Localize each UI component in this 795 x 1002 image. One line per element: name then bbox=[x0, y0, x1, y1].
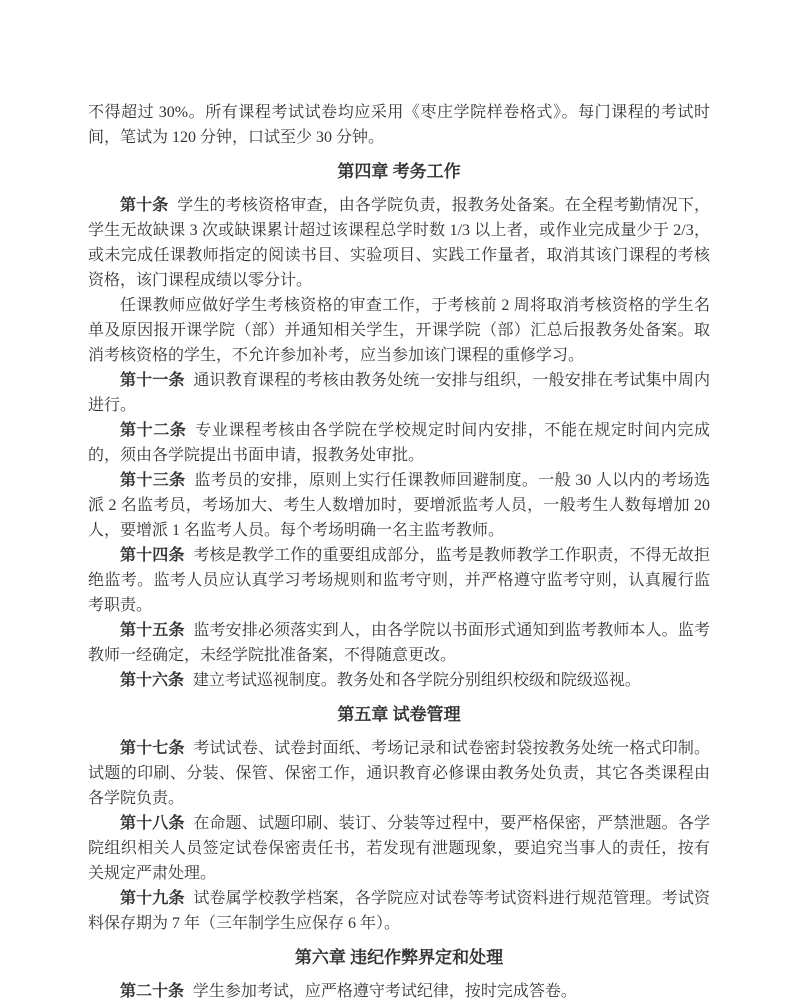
article-14-text: 考核是教学工作的重要组成部分，监考是教师教学工作职责，不得无故拒绝监考。监考人员应认真学习考场规则和监考守则，并严格遵守监考守则，认真履行监考职责。 bbox=[88, 547, 710, 614]
chapter-5-heading: 第五章 试卷管理 bbox=[337, 705, 461, 724]
article-20-text: 学生参加考试，应严格遵守考试纪律，按时完成答卷。 bbox=[192, 983, 577, 1000]
article-20-number: 第二十条 bbox=[120, 983, 185, 1000]
article-12-number: 第十二条 bbox=[120, 422, 187, 439]
article-10-number: 第十条 bbox=[120, 197, 169, 214]
article-16-number: 第十六条 bbox=[120, 672, 185, 689]
article-11-number: 第十一条 bbox=[120, 372, 185, 389]
article-11-paragraph bbox=[88, 368, 710, 418]
article-10-text: 学生的考核资格审查，由各学院负责，报教务处备案。在全程考勤情况下，学生无故缺课 3 次或缺课累计超过该课程总学时数 1/3 以上者，或作业完成量少于 2/3，或未完成任课教师指定的阅读书目、实验项目、实践工作量者，取消其该门课程的考核资格，该门课程成绩以零分计。 bbox=[88, 197, 710, 289]
article-10-supplement-text: 任课教师应做好学生考核资格的审查工作，于考核前 2 周将取消考核资格的学生名单及原因报开课学院（部）并通知相关学生，开课学院（部）汇总后报教务处备案。取消考核资格的学生，不允许参加补考，应当参加该门课程的重修学习。 bbox=[88, 297, 710, 364]
article-18-paragraph bbox=[88, 811, 710, 886]
article-15-number: 第十五条 bbox=[120, 622, 185, 639]
article-11-text: 通识教育课程的考核由教务处统一安排与组织，一般安排在考试集中周内进行。 bbox=[88, 372, 710, 414]
article-12-paragraph bbox=[88, 418, 710, 468]
article-19-number: 第十九条 bbox=[120, 890, 185, 907]
article-13-paragraph bbox=[88, 468, 710, 543]
article-17-number: 第十七条 bbox=[120, 740, 185, 757]
article-18-number: 第十八条 bbox=[120, 815, 185, 832]
chapter-4-heading: 第四章 考务工作 bbox=[337, 162, 461, 181]
article-13-text: 监考员的安排，原则上实行任课教师回避制度。一般 30 人以内的考场选派 2 名监考员，考场加大、考生人数增加时，要增派监考人员，一般考生人数每增加 20 人，要增派 1 名监考人员。每个考场明确一名主监考教师。 bbox=[88, 472, 710, 539]
article-12-text: 专业课程考核由各学院在学校规定时间内安排，不能在规定时间内完成的，须由各学院提出书面申请，报教务处审批。 bbox=[88, 422, 710, 464]
article-16-text: 建立考试巡视制度。教务处和各学院分别组织校级和院级巡视。 bbox=[192, 672, 641, 689]
continuation-paragraph: 不得超过 30%。所有课程考试试卷均应采用《枣庄学院样卷格式》。每门课程的考试时间，笔试为 120 分钟，口试至少 30 分钟。 bbox=[88, 104, 710, 146]
article-19-text: 试卷属学校教学档案，各学院应对试卷等考试资料进行规范管理。考试资料保存期为 7 年（三年制学生应保存 6 年）。 bbox=[88, 890, 710, 932]
article-17-paragraph bbox=[88, 736, 710, 811]
article-18-text: 在命题、试题印刷、装订、分装等过程中，要严格保密，严禁泄题。各学院组织相关人员签定试卷保密责任书，若发现有泄题现象，要追究当事人的责任，按有关规定严肃处理。 bbox=[88, 815, 710, 882]
article-16-paragraph bbox=[88, 668, 710, 693]
article-19-paragraph bbox=[88, 886, 710, 936]
article-13-number: 第十三条 bbox=[120, 472, 186, 489]
article-17-text: 考试试卷、试卷封面纸、考场记录和试卷密封袋按教务处统一格式印制。试题的印刷、分装、保管、保密工作，通识教育必修课由教务处负责，其它各类课程由各学院负责。 bbox=[88, 740, 710, 807]
article-15-text: 监考安排必须落实到人，由各学院以书面形式通知到监考教师本人。监考教师一经确定，未经学院批准备案，不得随意更改。 bbox=[88, 622, 710, 664]
article-15-paragraph bbox=[88, 618, 710, 668]
article-14-paragraph bbox=[88, 543, 710, 618]
chapter-6-heading: 第六章 违纪作弊界定和处理 bbox=[294, 948, 504, 967]
article-10-paragraph bbox=[88, 193, 710, 293]
article-10-supplement-paragraph bbox=[88, 293, 710, 368]
article-20-paragraph bbox=[88, 979, 710, 1002]
article-14-number: 第十四条 bbox=[120, 547, 185, 564]
